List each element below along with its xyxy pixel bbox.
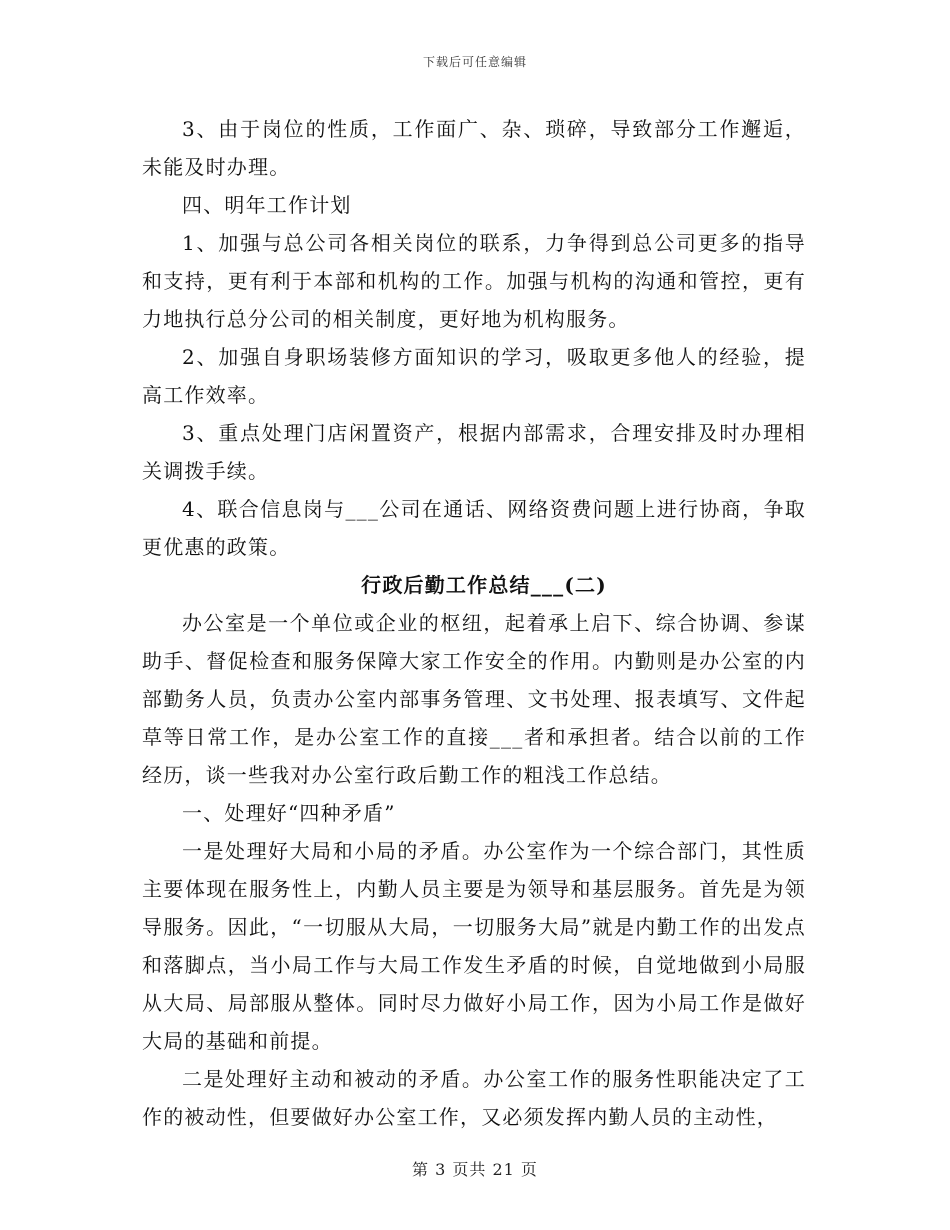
plan-item-3: 3、重点处理门店闲置资产，根据内部需求，合理安排及时办理相关调拨手续。 <box>142 421 806 483</box>
page-header-note: 下载后可任意编辑 <box>422 55 527 69</box>
plan-item-4: 4、联合信息岗与___公司在通话、网络资费问题上进行协商，争取更优惠的政策。 <box>142 497 806 559</box>
plan-item-2: 2、加强自身职场装修方面知识的学习，吸取更多他人的经验，提高工作效率。 <box>142 345 806 407</box>
paragraph-item-3-issue: 3、由于岗位的性质，工作面广、杂、琐碎，导致部分工作邂逅，未能及时办理。 <box>142 117 806 179</box>
document-section-title: 行政后勤工作总结___(二) <box>361 573 607 597</box>
contradiction-1-paragraph: 一是处理好大局和小局的矛盾。办公室作为一个综合部门，其性质主要体现在服务性上，内勤人员主要是为领导和基层服务。首先是为领导服务。因此，“一切服从大局，一切服务大局”就是内勤工作的出发点和落脚点，当小局工作与大局工作发生矛盾的时候，自觉地做到小局服从大局、局部服从整体。同时尽力做好小局工作，因为小局工作是做好大局的基础和前提。 <box>142 839 806 1053</box>
section-heading-next-year-plan: 四、明年工作计划 <box>182 193 352 217</box>
document-body <box>142 110 806 1136</box>
section-heading-four-contradictions: 一、处理好“四种矛盾” <box>182 801 396 825</box>
contradiction-2-paragraph: 二是处理好主动和被动的矛盾。办公室工作的服务性职能决定了工作的被动性，但要做好办公室工作，又必须发挥内勤人员的主动性， <box>142 1067 806 1129</box>
plan-item-1: 1、加强与总公司各相关岗位的联系，力争得到总公司更多的指导和支持，更有利于本部和机构的工作。加强与机构的沟通和管控，更有力地执行总分公司的相关制度，更好地为机构服务。 <box>142 231 806 331</box>
page-number-footer: 第 3 页共 21 页 <box>412 1160 538 1179</box>
intro-paragraph: 办公室是一个单位或企业的枢纽，起着承上启下、综合协调、参谋助手、督促检查和服务保障大家工作安全的作用。内勤则是办公室的内部勤务人员，负责办公室内部事务管理、文书处理、报表填写、文件起草等日常工作，是办公室工作的直接___者和承担者。结合以前的工作经历，谈一些我对办公室行政后勤工作的粗浅工作总结。 <box>142 611 806 787</box>
